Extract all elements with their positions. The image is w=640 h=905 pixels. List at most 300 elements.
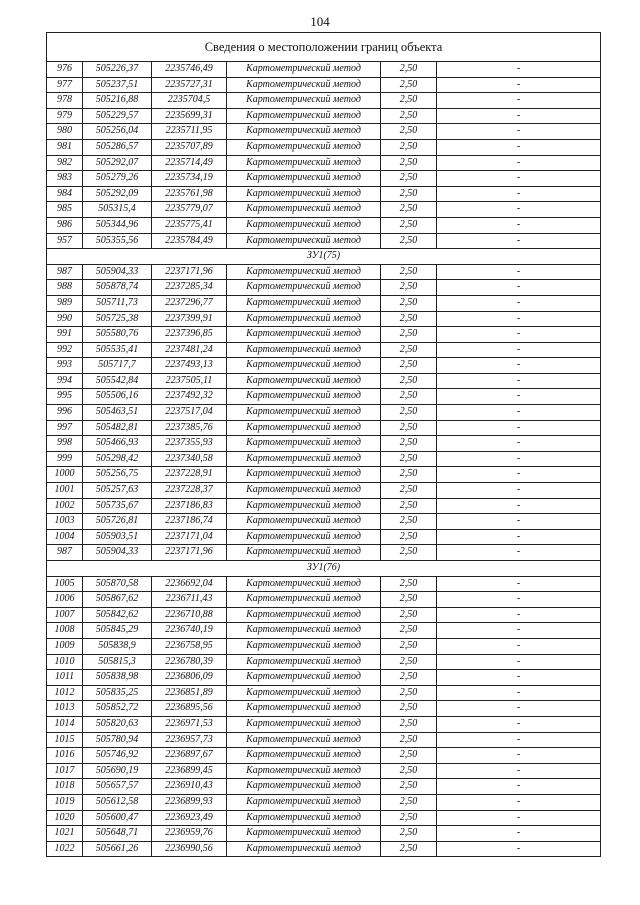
precision-cell: 2,50 bbox=[381, 514, 437, 530]
table-row bbox=[47, 451, 601, 467]
point-number-cell: 976 bbox=[47, 62, 83, 78]
description-cell: - bbox=[437, 171, 601, 187]
y-coordinate-cell: 2237186,83 bbox=[152, 498, 227, 514]
method-cell: Картометрический метод bbox=[227, 420, 381, 436]
precision-cell: 2,50 bbox=[381, 155, 437, 171]
description-cell: - bbox=[437, 420, 601, 436]
description-cell: - bbox=[437, 779, 601, 795]
table-row bbox=[47, 280, 601, 296]
table-row bbox=[47, 171, 601, 187]
x-coordinate-cell: 505535,41 bbox=[83, 342, 152, 358]
description-cell: - bbox=[437, 77, 601, 93]
method-cell: Картометрический метод bbox=[227, 311, 381, 327]
precision-cell: 2,50 bbox=[381, 389, 437, 405]
method-cell: Картометрический метод bbox=[227, 841, 381, 857]
method-cell: Картометрический метод bbox=[227, 529, 381, 545]
table-row bbox=[47, 62, 601, 78]
table-row bbox=[47, 264, 601, 280]
y-coordinate-cell: 2237385,76 bbox=[152, 420, 227, 436]
section-row bbox=[47, 249, 601, 265]
table-row bbox=[47, 483, 601, 499]
point-number-cell: 996 bbox=[47, 405, 83, 421]
description-cell: - bbox=[437, 389, 601, 405]
x-coordinate-cell: 505466,93 bbox=[83, 436, 152, 452]
x-coordinate-cell: 505842,62 bbox=[83, 607, 152, 623]
table-row bbox=[47, 186, 601, 202]
table-row bbox=[47, 155, 601, 171]
point-number-cell: 1005 bbox=[47, 576, 83, 592]
method-cell: Картометрический метод bbox=[227, 171, 381, 187]
table-row bbox=[47, 638, 601, 654]
table-row bbox=[47, 139, 601, 155]
precision-cell: 2,50 bbox=[381, 810, 437, 826]
table-row bbox=[47, 498, 601, 514]
table-row bbox=[47, 826, 601, 842]
y-coordinate-cell: 2237505,11 bbox=[152, 373, 227, 389]
method-cell: Картометрический метод bbox=[227, 763, 381, 779]
method-cell: Картометрический метод bbox=[227, 358, 381, 374]
table-row bbox=[47, 514, 601, 530]
x-coordinate-cell: 505735,67 bbox=[83, 498, 152, 514]
precision-cell: 2,50 bbox=[381, 62, 437, 78]
x-coordinate-cell: 505780,94 bbox=[83, 732, 152, 748]
precision-cell: 2,50 bbox=[381, 670, 437, 686]
point-number-cell: 987 bbox=[47, 545, 83, 561]
table-row bbox=[47, 576, 601, 592]
description-cell: - bbox=[437, 576, 601, 592]
section-title: ЗУ1(75) bbox=[47, 249, 601, 265]
method-cell: Картометрический метод bbox=[227, 295, 381, 311]
precision-cell: 2,50 bbox=[381, 108, 437, 124]
precision-cell: 2,50 bbox=[381, 467, 437, 483]
x-coordinate-cell: 505725,38 bbox=[83, 311, 152, 327]
method-cell: Картометрический метод bbox=[227, 108, 381, 124]
precision-cell: 2,50 bbox=[381, 483, 437, 499]
point-number-cell: 989 bbox=[47, 295, 83, 311]
point-number-cell: 1019 bbox=[47, 794, 83, 810]
precision-cell: 2,50 bbox=[381, 607, 437, 623]
x-coordinate-cell: 505903,51 bbox=[83, 529, 152, 545]
method-cell: Картометрический метод bbox=[227, 716, 381, 732]
description-cell: - bbox=[437, 358, 601, 374]
y-coordinate-cell: 2237285,34 bbox=[152, 280, 227, 296]
description-cell: - bbox=[437, 155, 601, 171]
method-cell: Картометрический метод bbox=[227, 638, 381, 654]
precision-cell: 2,50 bbox=[381, 280, 437, 296]
table-row bbox=[47, 670, 601, 686]
point-number-cell: 988 bbox=[47, 280, 83, 296]
method-cell: Картометрический метод bbox=[227, 202, 381, 218]
point-number-cell: 983 bbox=[47, 171, 83, 187]
precision-cell: 2,50 bbox=[381, 77, 437, 93]
y-coordinate-cell: 2235734,19 bbox=[152, 171, 227, 187]
x-coordinate-cell: 505820,63 bbox=[83, 716, 152, 732]
y-coordinate-cell: 2236957,73 bbox=[152, 732, 227, 748]
y-coordinate-cell: 2236758,95 bbox=[152, 638, 227, 654]
x-coordinate-cell: 505867,62 bbox=[83, 592, 152, 608]
table-row bbox=[47, 810, 601, 826]
table-row bbox=[47, 295, 601, 311]
description-cell: - bbox=[437, 701, 601, 717]
table-body bbox=[47, 33, 601, 857]
method-cell: Картометрический метод bbox=[227, 748, 381, 764]
description-cell: - bbox=[437, 826, 601, 842]
point-number-cell: 1017 bbox=[47, 763, 83, 779]
method-cell: Картометрический метод bbox=[227, 436, 381, 452]
y-coordinate-cell: 2237171,96 bbox=[152, 545, 227, 561]
point-number-cell: 1006 bbox=[47, 592, 83, 608]
point-number-cell: 1008 bbox=[47, 623, 83, 639]
point-number-cell: 997 bbox=[47, 420, 83, 436]
precision-cell: 2,50 bbox=[381, 171, 437, 187]
table-row bbox=[47, 202, 601, 218]
table-row bbox=[47, 654, 601, 670]
method-cell: Картометрический метод bbox=[227, 155, 381, 171]
x-coordinate-cell: 505256,04 bbox=[83, 124, 152, 140]
x-coordinate-cell: 505852,72 bbox=[83, 701, 152, 717]
description-cell: - bbox=[437, 623, 601, 639]
description-cell: - bbox=[437, 685, 601, 701]
table-row bbox=[47, 436, 601, 452]
x-coordinate-cell: 505845,29 bbox=[83, 623, 152, 639]
precision-cell: 2,50 bbox=[381, 436, 437, 452]
section-title: ЗУ1(76) bbox=[47, 561, 601, 577]
description-cell: - bbox=[437, 638, 601, 654]
x-coordinate-cell: 505237,51 bbox=[83, 77, 152, 93]
method-cell: Картометрический метод bbox=[227, 264, 381, 280]
table-row bbox=[47, 358, 601, 374]
precision-cell: 2,50 bbox=[381, 420, 437, 436]
point-number-cell: 1009 bbox=[47, 638, 83, 654]
precision-cell: 2,50 bbox=[381, 405, 437, 421]
y-coordinate-cell: 2236895,56 bbox=[152, 701, 227, 717]
y-coordinate-cell: 2237399,91 bbox=[152, 311, 227, 327]
y-coordinate-cell: 2235714,49 bbox=[152, 155, 227, 171]
table-row bbox=[47, 93, 601, 109]
y-coordinate-cell: 2236710,88 bbox=[152, 607, 227, 623]
method-cell: Картометрический метод bbox=[227, 623, 381, 639]
precision-cell: 2,50 bbox=[381, 763, 437, 779]
table-row bbox=[47, 748, 601, 764]
method-cell: Картометрический метод bbox=[227, 810, 381, 826]
table-row bbox=[47, 607, 601, 623]
x-coordinate-cell: 505216,88 bbox=[83, 93, 152, 109]
precision-cell: 2,50 bbox=[381, 654, 437, 670]
method-cell: Картометрический метод bbox=[227, 124, 381, 140]
method-cell: Картометрический метод bbox=[227, 826, 381, 842]
y-coordinate-cell: 2236990,56 bbox=[152, 841, 227, 857]
point-number-cell: 1002 bbox=[47, 498, 83, 514]
description-cell: - bbox=[437, 436, 601, 452]
x-coordinate-cell: 505506,16 bbox=[83, 389, 152, 405]
x-coordinate-cell: 505600,47 bbox=[83, 810, 152, 826]
y-coordinate-cell: 2236899,93 bbox=[152, 794, 227, 810]
precision-cell: 2,50 bbox=[381, 841, 437, 857]
description-cell: - bbox=[437, 451, 601, 467]
precision-cell: 2,50 bbox=[381, 716, 437, 732]
x-coordinate-cell: 505257,63 bbox=[83, 483, 152, 499]
boundary-table bbox=[46, 32, 601, 857]
point-number-cell: 977 bbox=[47, 77, 83, 93]
description-cell: - bbox=[437, 311, 601, 327]
y-coordinate-cell: 2236959,76 bbox=[152, 826, 227, 842]
table-row bbox=[47, 108, 601, 124]
method-cell: Картометрический метод bbox=[227, 592, 381, 608]
point-number-cell: 1020 bbox=[47, 810, 83, 826]
method-cell: Картометрический метод bbox=[227, 373, 381, 389]
x-coordinate-cell: 505746,92 bbox=[83, 748, 152, 764]
table-row bbox=[47, 685, 601, 701]
method-cell: Картометрический метод bbox=[227, 139, 381, 155]
point-number-cell: 1021 bbox=[47, 826, 83, 842]
x-coordinate-cell: 505298,42 bbox=[83, 451, 152, 467]
method-cell: Картометрический метод bbox=[227, 654, 381, 670]
table-row bbox=[47, 233, 601, 249]
point-number-cell: 995 bbox=[47, 389, 83, 405]
page-number: 104 bbox=[310, 14, 330, 29]
table-row bbox=[47, 794, 601, 810]
method-cell: Картометрический метод bbox=[227, 451, 381, 467]
method-cell: Картометрический метод bbox=[227, 701, 381, 717]
x-coordinate-cell: 505612,58 bbox=[83, 794, 152, 810]
x-coordinate-cell: 505229,57 bbox=[83, 108, 152, 124]
description-cell: - bbox=[437, 124, 601, 140]
precision-cell: 2,50 bbox=[381, 93, 437, 109]
precision-cell: 2,50 bbox=[381, 732, 437, 748]
table-row bbox=[47, 529, 601, 545]
method-cell: Картометрический метод bbox=[227, 607, 381, 623]
point-number-cell: 985 bbox=[47, 202, 83, 218]
y-coordinate-cell: 2237228,37 bbox=[152, 483, 227, 499]
point-number-cell: 1000 bbox=[47, 467, 83, 483]
x-coordinate-cell: 505878,74 bbox=[83, 280, 152, 296]
method-cell: Картометрический метод bbox=[227, 217, 381, 233]
description-cell: - bbox=[437, 654, 601, 670]
description-cell: - bbox=[437, 529, 601, 545]
x-coordinate-cell: 505226,37 bbox=[83, 62, 152, 78]
point-number-cell: 1011 bbox=[47, 670, 83, 686]
method-cell: Картометрический метод bbox=[227, 186, 381, 202]
x-coordinate-cell: 505690,19 bbox=[83, 763, 152, 779]
description-cell: - bbox=[437, 670, 601, 686]
description-cell: - bbox=[437, 763, 601, 779]
point-number-cell: 1001 bbox=[47, 483, 83, 499]
table-row bbox=[47, 217, 601, 233]
precision-cell: 2,50 bbox=[381, 623, 437, 639]
point-number-cell: 981 bbox=[47, 139, 83, 155]
description-cell: - bbox=[437, 810, 601, 826]
method-cell: Картометрический метод bbox=[227, 685, 381, 701]
description-cell: - bbox=[437, 373, 601, 389]
point-number-cell: 982 bbox=[47, 155, 83, 171]
y-coordinate-cell: 2235761,98 bbox=[152, 186, 227, 202]
x-coordinate-cell: 505463,51 bbox=[83, 405, 152, 421]
description-cell: - bbox=[437, 108, 601, 124]
y-coordinate-cell: 2236692,04 bbox=[152, 576, 227, 592]
table-row bbox=[47, 545, 601, 561]
x-coordinate-cell: 505838,98 bbox=[83, 670, 152, 686]
point-number-cell: 1003 bbox=[47, 514, 83, 530]
x-coordinate-cell: 505580,76 bbox=[83, 327, 152, 343]
description-cell: - bbox=[437, 217, 601, 233]
point-number-cell: 992 bbox=[47, 342, 83, 358]
precision-cell: 2,50 bbox=[381, 748, 437, 764]
point-number-cell: 1013 bbox=[47, 701, 83, 717]
table-row bbox=[47, 763, 601, 779]
x-coordinate-cell: 505661,26 bbox=[83, 841, 152, 857]
y-coordinate-cell: 2235707,89 bbox=[152, 139, 227, 155]
point-number-cell: 1012 bbox=[47, 685, 83, 701]
description-cell: - bbox=[437, 233, 601, 249]
x-coordinate-cell: 505292,09 bbox=[83, 186, 152, 202]
precision-cell: 2,50 bbox=[381, 685, 437, 701]
y-coordinate-cell: 2237355,93 bbox=[152, 436, 227, 452]
x-coordinate-cell: 505835,25 bbox=[83, 685, 152, 701]
method-cell: Картометрический метод bbox=[227, 389, 381, 405]
y-coordinate-cell: 2237228,91 bbox=[152, 467, 227, 483]
point-number-cell: 999 bbox=[47, 451, 83, 467]
point-number-cell: 1018 bbox=[47, 779, 83, 795]
x-coordinate-cell: 505711,73 bbox=[83, 295, 152, 311]
precision-cell: 2,50 bbox=[381, 701, 437, 717]
y-coordinate-cell: 2236910,43 bbox=[152, 779, 227, 795]
y-coordinate-cell: 2235704,5 bbox=[152, 93, 227, 109]
x-coordinate-cell: 505279,26 bbox=[83, 171, 152, 187]
x-coordinate-cell: 505482,81 bbox=[83, 420, 152, 436]
method-cell: Картометрический метод bbox=[227, 794, 381, 810]
precision-cell: 2,50 bbox=[381, 327, 437, 343]
x-coordinate-cell: 505286,57 bbox=[83, 139, 152, 155]
table-row bbox=[47, 420, 601, 436]
table-header: Сведения о местоположении границ объекта bbox=[47, 33, 601, 62]
y-coordinate-cell: 2237186,74 bbox=[152, 514, 227, 530]
method-cell: Картометрический метод bbox=[227, 405, 381, 421]
precision-cell: 2,50 bbox=[381, 451, 437, 467]
description-cell: - bbox=[437, 327, 601, 343]
method-cell: Картометрический метод bbox=[227, 467, 381, 483]
method-cell: Картометрический метод bbox=[227, 62, 381, 78]
description-cell: - bbox=[437, 794, 601, 810]
precision-cell: 2,50 bbox=[381, 826, 437, 842]
precision-cell: 2,50 bbox=[381, 373, 437, 389]
x-coordinate-cell: 505648,71 bbox=[83, 826, 152, 842]
table-row bbox=[47, 373, 601, 389]
table-row bbox=[47, 77, 601, 93]
y-coordinate-cell: 2235784,49 bbox=[152, 233, 227, 249]
table-row bbox=[47, 311, 601, 327]
point-number-cell: 978 bbox=[47, 93, 83, 109]
table-row bbox=[47, 389, 601, 405]
description-cell: - bbox=[437, 202, 601, 218]
precision-cell: 2,50 bbox=[381, 139, 437, 155]
x-coordinate-cell: 505542,84 bbox=[83, 373, 152, 389]
x-coordinate-cell: 505904,33 bbox=[83, 264, 152, 280]
description-cell: - bbox=[437, 841, 601, 857]
description-cell: - bbox=[437, 592, 601, 608]
point-number-cell: 990 bbox=[47, 311, 83, 327]
description-cell: - bbox=[437, 748, 601, 764]
table-row bbox=[47, 716, 601, 732]
method-cell: Картометрический метод bbox=[227, 779, 381, 795]
point-number-cell: 1014 bbox=[47, 716, 83, 732]
y-coordinate-cell: 2236851,89 bbox=[152, 685, 227, 701]
point-number-cell: 993 bbox=[47, 358, 83, 374]
precision-cell: 2,50 bbox=[381, 233, 437, 249]
description-cell: - bbox=[437, 93, 601, 109]
precision-cell: 2,50 bbox=[381, 264, 437, 280]
point-number-cell: 1010 bbox=[47, 654, 83, 670]
y-coordinate-cell: 2237171,96 bbox=[152, 264, 227, 280]
precision-cell: 2,50 bbox=[381, 498, 437, 514]
y-coordinate-cell: 2237340,58 bbox=[152, 451, 227, 467]
y-coordinate-cell: 2237171,04 bbox=[152, 529, 227, 545]
x-coordinate-cell: 505838,9 bbox=[83, 638, 152, 654]
point-number-cell: 980 bbox=[47, 124, 83, 140]
table-row bbox=[47, 467, 601, 483]
point-number-cell: 1016 bbox=[47, 748, 83, 764]
description-cell: - bbox=[437, 498, 601, 514]
y-coordinate-cell: 2237492,32 bbox=[152, 389, 227, 405]
x-coordinate-cell: 505870,58 bbox=[83, 576, 152, 592]
precision-cell: 2,50 bbox=[381, 124, 437, 140]
point-number-cell: 1022 bbox=[47, 841, 83, 857]
method-cell: Картометрический метод bbox=[227, 93, 381, 109]
description-cell: - bbox=[437, 264, 601, 280]
x-coordinate-cell: 505717,7 bbox=[83, 358, 152, 374]
y-coordinate-cell: 2235775,41 bbox=[152, 217, 227, 233]
method-cell: Картометрический метод bbox=[227, 342, 381, 358]
method-cell: Картометрический метод bbox=[227, 545, 381, 561]
precision-cell: 2,50 bbox=[381, 358, 437, 374]
method-cell: Картометрический метод bbox=[227, 233, 381, 249]
precision-cell: 2,50 bbox=[381, 342, 437, 358]
description-cell: - bbox=[437, 732, 601, 748]
table-row bbox=[47, 779, 601, 795]
precision-cell: 2,50 bbox=[381, 186, 437, 202]
y-coordinate-cell: 2237396,85 bbox=[152, 327, 227, 343]
precision-cell: 2,50 bbox=[381, 779, 437, 795]
section-row bbox=[47, 561, 601, 577]
point-number-cell: 1007 bbox=[47, 607, 83, 623]
y-coordinate-cell: 2235727,31 bbox=[152, 77, 227, 93]
point-number-cell: 979 bbox=[47, 108, 83, 124]
precision-cell: 2,50 bbox=[381, 576, 437, 592]
y-coordinate-cell: 2236780,39 bbox=[152, 654, 227, 670]
y-coordinate-cell: 2236897,67 bbox=[152, 748, 227, 764]
description-cell: - bbox=[437, 514, 601, 530]
precision-cell: 2,50 bbox=[381, 295, 437, 311]
method-cell: Картометрический метод bbox=[227, 732, 381, 748]
method-cell: Картометрический метод bbox=[227, 576, 381, 592]
y-coordinate-cell: 2237517,04 bbox=[152, 405, 227, 421]
table-row bbox=[47, 841, 601, 857]
table-row bbox=[47, 124, 601, 140]
table-row bbox=[47, 592, 601, 608]
x-coordinate-cell: 505815,3 bbox=[83, 654, 152, 670]
precision-cell: 2,50 bbox=[381, 794, 437, 810]
table-row bbox=[47, 405, 601, 421]
precision-cell: 2,50 bbox=[381, 202, 437, 218]
y-coordinate-cell: 2237481,24 bbox=[152, 342, 227, 358]
description-cell: - bbox=[437, 342, 601, 358]
precision-cell: 2,50 bbox=[381, 311, 437, 327]
x-coordinate-cell: 505657,57 bbox=[83, 779, 152, 795]
table-row bbox=[47, 701, 601, 717]
y-coordinate-cell: 2235779,07 bbox=[152, 202, 227, 218]
description-cell: - bbox=[437, 467, 601, 483]
y-coordinate-cell: 2235746,49 bbox=[152, 62, 227, 78]
method-cell: Картометрический метод bbox=[227, 670, 381, 686]
